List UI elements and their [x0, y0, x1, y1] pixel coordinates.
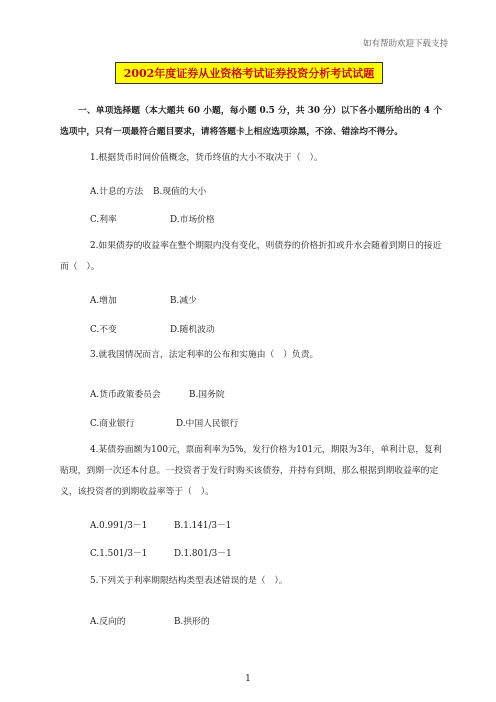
option-d: D.随机波动: [170, 325, 215, 335]
option-d: D.1.801/3－1: [174, 549, 232, 559]
question-5: 5.下列关于利率期限结构类型表述错误的是（ ）。: [90, 576, 288, 586]
option-a: A.计息的方法: [90, 187, 144, 197]
page-header-note: 如有帮助欢迎下载支持: [362, 39, 448, 49]
option-b: B.现值的大小: [153, 187, 207, 197]
option-d: D.中国人民银行: [176, 419, 239, 429]
options-row-q1-1: [90, 184, 207, 197]
options-row-q1-2: [90, 212, 215, 225]
page-number: 1: [245, 674, 251, 684]
option-b: B.国务院: [189, 390, 225, 400]
option-d: D.市场价格: [170, 215, 215, 225]
option-b: B.1.141/3－1: [174, 521, 232, 531]
options-row-q3-2: [90, 416, 239, 429]
option-a: A.反向的: [90, 617, 126, 627]
options-row-q5-1: [90, 614, 210, 627]
section-heading: 一、单项选择题（本大题共 60 小题，每小题 0.5 分，共 30 分）以下各小题所给出的 4 个选项中，只有一项最符合题目要求，请将答题卡上相应选项涂黑，不涂、错涂均不得分。: [60, 106, 442, 137]
option-c: C.商业银行: [90, 419, 135, 429]
options-row-q4-1: [90, 518, 232, 531]
option-c: C.利率: [90, 215, 117, 225]
question-2: 2.如果债券的收益率在整个期限内没有变化，则债券的价格折扣或升水会随着到期日的接近而（ ）。: [60, 241, 442, 272]
option-a: A.货币政策委员会: [90, 390, 161, 400]
option-b: B.减少: [170, 296, 197, 306]
document-title: [115, 62, 383, 84]
option-a: A.0.991/3－1: [90, 521, 148, 531]
options-row-q4-2: [90, 546, 232, 559]
document-title-text: 2002年度证券从业资格考试证券投资分析考试试题: [123, 67, 375, 80]
question-4: 4.某债券面额为100元，票面利率为5%，发行价格为101元，期限为3年，单利计息，复利贴现，到期一次还本付息。一投资者于发行时购买该债券，并持有到期，那么根据到期收益率的定义，该投资者的到期收益率等于（ ）。: [60, 445, 442, 497]
options-row-q2-1: [90, 293, 197, 306]
option-c: C.不变: [90, 325, 117, 335]
options-row-q2-2: [90, 322, 215, 335]
question-1: 1.根据货币时间价值概念，货币终值的大小不取决于（ ）。: [90, 153, 323, 163]
option-b: B.拱形的: [174, 617, 210, 627]
option-a: A.增加: [90, 296, 117, 306]
question-3: 3.就我国情况而言，法定利率的公布和实施由（ ）负责。: [90, 350, 319, 360]
options-row-q3-1: [90, 387, 225, 400]
option-c: C.1.501/3－1: [90, 549, 148, 559]
